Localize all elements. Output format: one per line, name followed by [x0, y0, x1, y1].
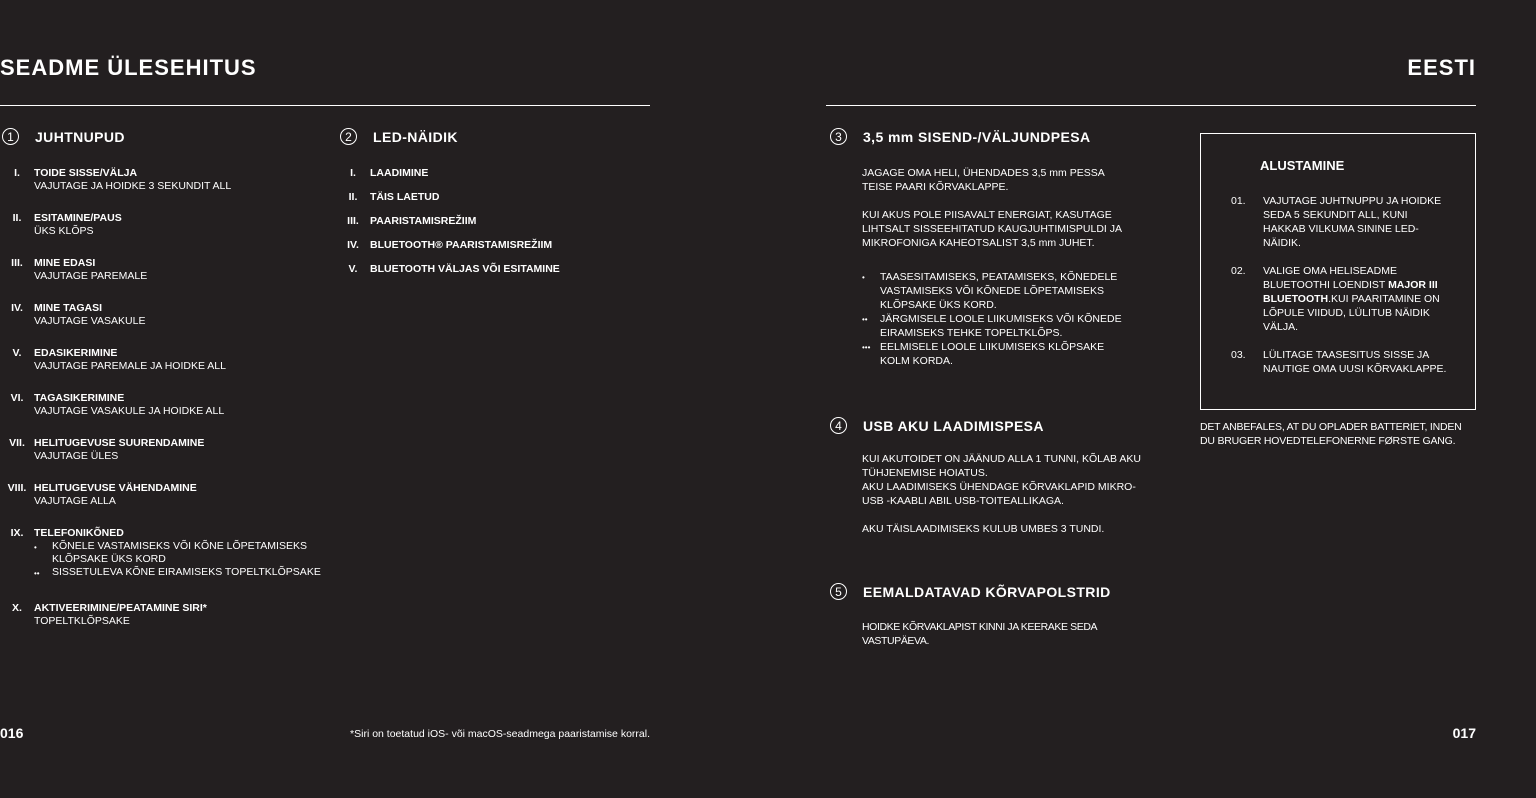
- bullet-item: [34, 540, 321, 566]
- item-title: MINE EDASI: [34, 257, 96, 269]
- box-title: ALUSTAMINE: [1260, 158, 1345, 173]
- section-3-header: [830, 128, 1090, 145]
- divider-left: [0, 105, 650, 106]
- item-desc: VAJUTAGE ALLA: [34, 495, 116, 507]
- bullet-mark: •: [34, 543, 37, 552]
- list-item: [0, 392, 330, 437]
- item-numeral: VI.: [10, 392, 24, 404]
- paragraph: AKU TÄISLAADIMISEKS KULUB UMBES 3 TUNDI.: [862, 523, 1105, 535]
- step-text: VALIGE OMA HELISEADME BLUETOOTHI LOENDIST MAJOR III BLUETOOTH.KUI PAARITAMINE ON LÕPULE VIIDUD, LÜLITUB NÄIDIK VÄLJA.: [1263, 265, 1440, 333]
- section-number-badge: 2: [340, 128, 357, 145]
- paragraph: KUI AKUTOIDET ON JÄÄNUD ALLA 1 TUNNI, KÕLAB AKU TÜHJENEMISE HOIATUS.: [862, 453, 1141, 479]
- steps-list: [1231, 194, 1451, 376]
- bullet-mark: ••: [862, 315, 868, 324]
- item-numeral: III.: [11, 257, 23, 269]
- controls-list: [0, 167, 330, 632]
- step-text: VAJUTAGE JUHTNUPPU JA HOIDKE SEDA 5 SEKUNDIT ALL, KUNI HAKKAB VILKUMA SININE LED-NÄIDIK.: [1263, 195, 1442, 249]
- footnote: *Siri on toetatud iOS- või macOS-seadmega paaristamise korral.: [350, 728, 650, 740]
- bullet-item: [862, 340, 1132, 368]
- item-numeral: X.: [12, 602, 22, 614]
- step-text: LÜLITAGE TAASESITUS SISSE JA NAUTIGE OMA UUSI KÕRVAKLAPPE.: [1263, 349, 1447, 375]
- item-numeral: II.: [12, 212, 22, 224]
- bullet-mark: •: [862, 273, 865, 282]
- item-numeral: I.: [14, 167, 20, 179]
- item-numeral: IV.: [11, 302, 23, 314]
- item-desc: ÜKS KLÕPS: [34, 225, 94, 237]
- section-2-header: [340, 128, 458, 145]
- section-1-header: [2, 128, 125, 145]
- section-title: EEMALDATAVAD KÕRVAPOLSTRID: [863, 583, 1111, 600]
- item-title: EDASIKERIMINE: [34, 347, 118, 359]
- bullet-item: [34, 566, 321, 580]
- section-title: 3,5 mm SISEND-/VÄLJUNDPESA: [863, 128, 1091, 145]
- list-item: [336, 263, 646, 287]
- list-item: [0, 602, 330, 632]
- charge-note: DET ANBEFALES, AT DU OPLADER BATTERIET, INDEN DU BRUGER HOVEDTELEFONERNE FØRSTE GANG.: [1200, 421, 1462, 447]
- list-item: [0, 212, 330, 257]
- item-desc: VAJUTAGE ÜLES: [34, 450, 119, 462]
- list-item: [0, 302, 330, 347]
- item-title: ESITAMINE/PAUS: [34, 212, 122, 224]
- item-title: TELEFONIKÕNED: [34, 527, 124, 539]
- section-number-badge: 1: [2, 128, 19, 145]
- step-item: [1231, 194, 1451, 250]
- list-item: [0, 482, 330, 527]
- list-item: [336, 215, 646, 239]
- item-numeral: I.: [350, 167, 356, 179]
- section-number-badge: 3: [830, 128, 847, 145]
- item-title: BLUETOOTH® PAARISTAMISREŽIIM: [370, 239, 553, 251]
- list-item: [0, 257, 330, 302]
- step-number: 02.: [1231, 265, 1246, 277]
- item-title: MINE TAGASI: [34, 302, 103, 314]
- page-title-right: EESTI: [1407, 55, 1476, 80]
- item-numeral: IV.: [347, 239, 359, 251]
- section-4-header: [830, 417, 1044, 434]
- section-3-bullets: [862, 270, 1132, 368]
- page-number-left: 016: [0, 725, 24, 741]
- bullet-item: [862, 312, 1132, 340]
- step-item: [1231, 264, 1451, 334]
- section-number-badge: 5: [830, 583, 847, 600]
- bullet-mark: ••: [34, 569, 40, 578]
- list-item: [336, 167, 646, 191]
- bullet-mark: •••: [862, 343, 871, 352]
- section-5-body: HOIDKE KÕRVAKLAPIST KINNI JA KEERAKE SEDA VASTUPÄEVA.: [862, 621, 1097, 647]
- paragraph: JAGAGE OMA HELI, ÜHENDADES 3,5 mm PESSA TEISE PAARI KÕRVAKLAPPE.: [862, 167, 1105, 193]
- bullet-text: SISSETULEVA KÕNE EIRAMISEKS TOPELTKLÕPSAKE: [52, 566, 321, 578]
- item-title: TAGASIKERIMINE: [34, 392, 125, 404]
- item-numeral: II.: [348, 191, 358, 203]
- item-numeral: V.: [348, 263, 358, 275]
- getting-started-box: [1200, 133, 1476, 410]
- divider-right: [826, 105, 1476, 106]
- item-title: AKTIVEERIMINE/PEATAMINE SIRI*: [34, 602, 207, 614]
- item-title: TOIDE SISSE/VÄLJA: [34, 167, 138, 179]
- bullet-text: TAASESITAMISEKS, PEATAMISEKS, KÕNEDELE VASTAMISEKS VÕI KÕNEDE LÕPETAMISEKS KLÕPSAKE ÜKS KORD.: [880, 271, 1118, 311]
- step-number: 01.: [1231, 195, 1246, 207]
- list-item: [0, 437, 330, 482]
- item-desc: VAJUTAGE VASAKULE JA HOIDKE ALL: [34, 405, 225, 417]
- item-title: HELITUGEVUSE VÄHENDAMINE: [34, 482, 197, 494]
- page-title-left: SEADME ÜLESEHITUS: [0, 55, 257, 80]
- bullet-text: KÕNELE VASTAMISEKS VÕI KÕNE LÕPETAMISEKS KLÕPSAKE ÜKS KORD: [52, 540, 307, 565]
- item-title: HELITUGEVUSE SUURENDAMINE: [34, 437, 205, 449]
- item-title: TÄIS LAETUD: [370, 191, 440, 203]
- item-desc: VAJUTAGE PAREMALE JA HOIDKE ALL: [34, 360, 226, 372]
- list-item: [336, 191, 646, 215]
- item-numeral: IX.: [10, 527, 24, 539]
- bullet-item: [862, 270, 1132, 312]
- device-name: MAJOR III BLUETOOTH: [1263, 279, 1438, 305]
- item-numeral: VIII.: [7, 482, 27, 494]
- bullet-text: JÄRGMISELE LOOLE LIIKUMISEKS VÕI KÕNEDE EIRAMISEKS TEHKE TOPELTKLÕPS.: [880, 313, 1122, 339]
- page-number-right: 017: [1452, 725, 1476, 741]
- list-item: [0, 347, 330, 392]
- list-item: [0, 167, 330, 212]
- section-title: JUHTNUPUD: [35, 128, 125, 145]
- paragraph: KUI AKUS POLE PIISAVALT ENERGIAT, KASUTAGE LIHTSALT SISSEEHITATUD KAUGJUHTIMISPULDI JA MIKROFONIGA KAHEOTSALIST 3,5 mm JUHET.: [862, 209, 1122, 249]
- item-desc: VAJUTAGE JA HOIDKE 3 SEKUNDIT ALL: [34, 180, 232, 192]
- list-item: [0, 527, 330, 602]
- item-desc: VAJUTAGE PAREMALE: [34, 270, 148, 282]
- paragraph: AKU LAADIMISEKS ÜHENDAGE KÕRVAKLAPID MIKRO-USB -KAABLI ABIL USB-TOITEALLIKAGA.: [862, 481, 1136, 507]
- item-desc: TOPELTKLÕPSAKE: [34, 615, 130, 627]
- section-title: LED-NÄIDIK: [373, 128, 458, 145]
- item-desc: VAJUTAGE VASAKULE: [34, 315, 146, 327]
- section-title: USB AKU LAADIMISPESA: [863, 417, 1044, 434]
- bullet-text: EELMISELE LOOLE LIIKUMISEKS KLÕPSAKE KOLM KORDA.: [880, 341, 1105, 367]
- section-3-body: [862, 166, 1127, 250]
- item-title: PAARISTAMISREŽIIM: [370, 215, 477, 227]
- led-list: [336, 167, 646, 287]
- item-title: BLUETOOTH VÄLJAS VÕI ESITAMINE: [370, 263, 560, 275]
- section-4-body: [862, 452, 1142, 536]
- item-numeral: III.: [347, 215, 359, 227]
- item-numeral: VII.: [9, 437, 25, 449]
- step-number: 03.: [1231, 349, 1246, 361]
- step-item: [1231, 348, 1451, 376]
- item-title: LAADIMINE: [370, 167, 429, 179]
- section-number-badge: 4: [830, 417, 847, 434]
- list-item: [336, 239, 646, 263]
- section-5-header: [830, 583, 1111, 600]
- item-numeral: V.: [12, 347, 22, 359]
